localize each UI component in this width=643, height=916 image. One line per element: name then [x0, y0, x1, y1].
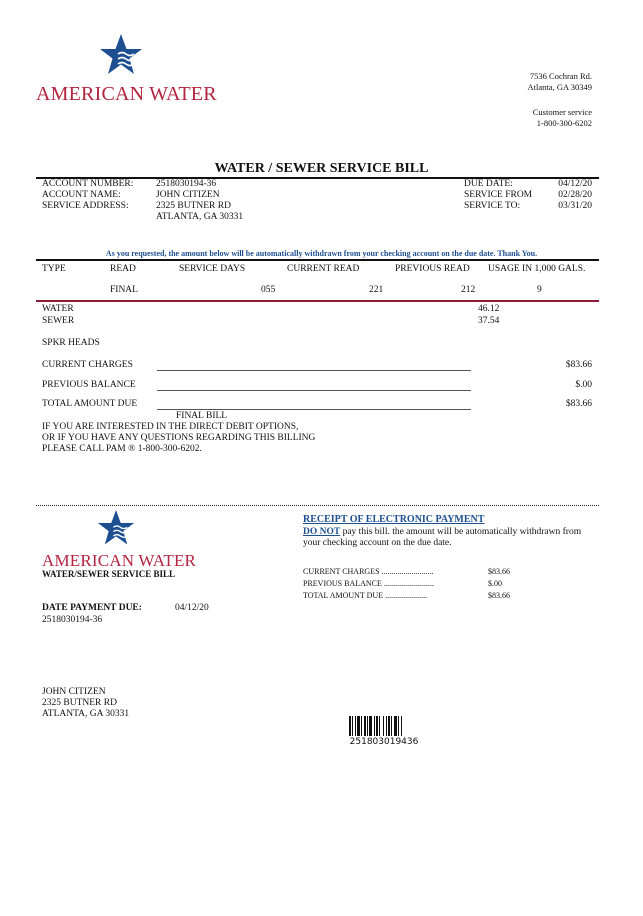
stub-company-name: AMERICAN WATER [42, 551, 197, 570]
barcode-number: 251803019436 [349, 737, 419, 747]
receipt-text-line1 [303, 527, 581, 538]
usage-rule [36, 300, 599, 302]
stub-account-number: 2518030194-36 [42, 615, 103, 625]
notice-rule [36, 259, 599, 261]
current-charges-line [157, 370, 471, 371]
stub-customer-name: JOHN CITIZEN [42, 687, 106, 697]
row-current-read: 221 [369, 285, 384, 295]
auto-withdraw-notice: As you requested, the amount below will be automatically withdrawn from your checking account on the due date. Thank You. [105, 249, 538, 258]
due-date: 04/12/20 [558, 179, 592, 189]
water-label: WATER [42, 304, 74, 314]
account-number-label: ACCOUNT NUMBER: [42, 179, 134, 189]
account-name: JOHN CITIZEN [156, 190, 220, 200]
date-payment-due: 04/12/20 [175, 603, 209, 613]
message-line3: PLEASE CALL PAM ® 1-800-300-6202. [42, 444, 202, 454]
bill-title: WATER / SEWER SERVICE BILL [214, 161, 429, 176]
spkr-heads-label: SPKR HEADS [42, 338, 100, 348]
due-date-label: DUE DATE: [464, 179, 513, 189]
service-to: 03/31/20 [558, 201, 592, 211]
stub-previous-balance-amount: $.00 [488, 579, 502, 588]
service-address-line2: ATLANTA, GA 30331 [156, 212, 244, 222]
header-type: TYPE [42, 264, 66, 274]
message-line1: IF YOU ARE INTERESTED IN THE DIRECT DEBIT OPTIONS, [42, 422, 299, 432]
service-from-label: SERVICE FROM [464, 190, 533, 200]
row-previous-read: 212 [461, 285, 476, 295]
header-read: READ [110, 264, 136, 274]
company-address-line1: 7536 Cochran Rd. [529, 71, 592, 81]
header-previous-read: PREVIOUS READ [395, 264, 470, 274]
previous-balance-label: PREVIOUS BALANCE [42, 380, 136, 390]
stub-subtitle: WATER/SEWER SERVICE BILL [42, 569, 176, 579]
company-address-line2: Atlanta, GA 30349 [527, 82, 592, 92]
water-amount: 46.12 [478, 304, 500, 314]
receipt-text-line2: your checking account on the due date. [303, 538, 452, 548]
sewer-amount: 37.54 [478, 316, 500, 326]
row-service-days: 055 [261, 285, 276, 295]
stub-current-charges-amount: $83.66 [488, 567, 510, 576]
service-address-label: SERVICE ADDRESS: [42, 201, 129, 211]
service-from: 02/28/20 [558, 190, 592, 200]
customer-service-label: Customer service [532, 107, 592, 117]
stub-total-due-label: TOTAL AMOUNT DUE ..................... [303, 591, 428, 600]
stub-customer-address1: 2325 BUTNER RD [42, 698, 117, 708]
previous-balance-amount: $.00 [575, 380, 592, 390]
stub-total-due-amount: $83.66 [488, 591, 510, 600]
total-due-line [157, 409, 471, 410]
receipt-text1: pay this bill. the amount will be automatically withdrawn from [340, 527, 582, 537]
message-line2: OR IF YOU HAVE ANY QUESTIONS REGARDING THIS BILLING [42, 433, 316, 443]
row-usage: 9 [537, 285, 542, 295]
company-name: AMERICAN WATER [36, 83, 217, 105]
header-usage: USAGE IN 1,000 GALS. [488, 264, 586, 274]
stub-current-charges-label: CURRENT CHARGES .......................... [303, 567, 434, 576]
previous-balance-line [157, 390, 471, 391]
sewer-label: SEWER [42, 316, 75, 326]
stub-star-logo-icon [96, 510, 136, 548]
stub-previous-balance-label: PREVIOUS BALANCE ......................... [303, 579, 434, 588]
current-charges-amount: $83.66 [565, 360, 592, 370]
barcode-icon [349, 716, 419, 736]
final-bill-label: FINAL BILL [176, 411, 228, 421]
total-due-label: TOTAL AMOUNT DUE [42, 399, 138, 409]
account-name-label: ACCOUNT NAME: [42, 190, 121, 200]
star-logo-icon [98, 34, 144, 78]
customer-service-phone: 1-800-300-6202 [536, 118, 592, 128]
account-number: 2518030194-36 [156, 179, 217, 189]
do-not-label: DO NOT [303, 527, 341, 537]
header-current-read: CURRENT READ [287, 264, 360, 274]
tear-line [36, 505, 599, 506]
row-read: FINAL [110, 285, 138, 295]
service-address-line1: 2325 BUTNER RD [156, 201, 231, 211]
current-charges-label: CURRENT CHARGES [42, 360, 133, 370]
stub-customer-address2: ATLANTA, GA 30331 [42, 709, 130, 719]
date-payment-due-label: DATE PAYMENT DUE: [42, 603, 142, 613]
service-to-label: SERVICE TO: [464, 201, 521, 211]
total-due-amount: $83.66 [565, 399, 592, 409]
header-service-days: SERVICE DAYS [179, 264, 246, 274]
receipt-title: RECEIPT OF ELECTRONIC PAYMENT [303, 514, 485, 525]
